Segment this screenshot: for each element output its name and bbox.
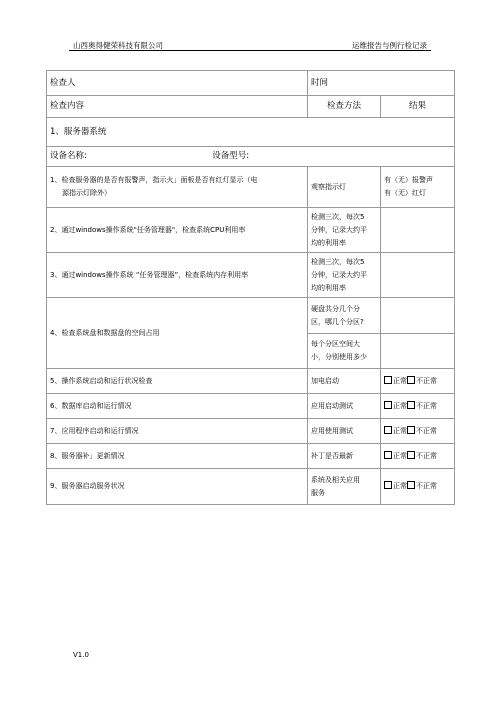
status-options	[381, 469, 455, 505]
normal-checkbox[interactable]	[384, 401, 392, 409]
row-content: 5、操作系统启动和运行状况检查	[47, 369, 308, 394]
device-model-label: 设备型号:	[212, 151, 250, 161]
result-part-partitions[interactable]	[381, 298, 454, 333]
device-row	[47, 147, 455, 167]
normal-label: 正常	[393, 482, 407, 490]
column-header-row	[47, 96, 455, 118]
row-content: 9、服务器启动服务状况	[47, 469, 308, 505]
company-name: 山西奥得健荣科技有限公司	[73, 41, 163, 50]
section-row	[47, 118, 455, 147]
inspector-row	[47, 71, 455, 96]
inspection-table	[46, 70, 455, 505]
table-row	[47, 419, 455, 444]
abnormal-label: 不正常	[416, 451, 437, 460]
row-method: 补丁是否最新	[308, 444, 381, 469]
abnormal-checkbox[interactable]	[407, 426, 415, 434]
row-method: 应用启动测试	[308, 394, 381, 419]
row-content: 7、应用程序启动和运行情况	[47, 419, 308, 444]
time-label: 时间	[308, 71, 381, 96]
normal-checkbox[interactable]	[384, 376, 392, 384]
row-method: 检测三次，每次5 分钟，记录大约平 均的利用率	[308, 208, 381, 253]
abnormal-label: 不正常	[416, 482, 437, 490]
normal-checkbox[interactable]	[384, 451, 392, 459]
device-name-label: 设备名称:	[50, 151, 87, 161]
row-method: 观察指示灯	[308, 167, 381, 208]
row-content: 4、检查系统盘和数据盘的空间占用	[47, 298, 308, 369]
row-result[interactable]	[381, 253, 455, 298]
method-header: 检查方法	[308, 96, 381, 118]
table-row	[47, 208, 455, 253]
inspector-label: 检查人	[47, 71, 308, 96]
row-content: 6、数据库启动和运行情况	[47, 394, 308, 419]
abnormal-checkbox[interactable]	[407, 451, 415, 459]
table-row	[47, 369, 455, 394]
status-options	[381, 444, 455, 469]
row-content: 3、通过windows操作系统 “任务管理器”，检查系统内存利用率	[47, 253, 308, 298]
abnormal-checkbox[interactable]	[407, 481, 415, 489]
result-part-sizes[interactable]	[381, 333, 454, 368]
status-options	[381, 369, 455, 394]
table-row	[47, 394, 455, 419]
device-cell	[47, 147, 455, 167]
abnormal-label: 不正常	[416, 426, 437, 435]
normal-label: 正常	[393, 401, 407, 410]
normal-label: 正常	[393, 376, 407, 385]
row-method: 加电启动	[308, 369, 381, 394]
normal-checkbox[interactable]	[384, 426, 392, 434]
document-title: 运维报告与例行检记录	[352, 41, 427, 50]
row-result: 有（无）报警声 有（无）红灯	[381, 167, 455, 208]
header-divider	[69, 50, 431, 51]
table-row	[47, 167, 455, 208]
row-content: 8、服务器补」更新情况	[47, 444, 308, 469]
section-title: 1、服务器系统	[47, 118, 455, 147]
row-method: 检测三次，每次5 分钟，记录大约平 均的利用率	[308, 253, 381, 298]
row-method: 应用使用测试	[308, 419, 381, 444]
abnormal-checkbox[interactable]	[407, 401, 415, 409]
row-content: 1、检查服务器的是否有报警声，指示火」面板是否有红灯显示（电 源指示灯除外）	[47, 167, 308, 208]
row-result	[381, 298, 455, 369]
method-part-sizes: 每个分区空间大 小，分别使用多少	[308, 333, 380, 368]
row-method: 系统及相关应用 服务	[308, 469, 381, 505]
table-row	[47, 469, 455, 505]
content-header: 检查内容	[47, 96, 308, 118]
status-options	[381, 394, 455, 419]
abnormal-label: 不正常	[416, 401, 437, 410]
normal-checkbox[interactable]	[384, 481, 392, 489]
normal-label: 正常	[393, 426, 407, 435]
row-content: 2、通过windows操作系统"任务管理器"，检查系统CPU利用率	[47, 208, 308, 253]
table-row	[47, 298, 455, 369]
time-value[interactable]	[381, 71, 455, 96]
version-label: V1.0	[73, 651, 89, 659]
method-part-partitions: 硬盘共分几个分 区，哪几个分区?	[311, 304, 364, 326]
abnormal-checkbox[interactable]	[407, 376, 415, 384]
result-header: 结果	[381, 96, 455, 118]
table-row	[47, 444, 455, 469]
row-result[interactable]	[381, 208, 455, 253]
abnormal-label: 不正常	[416, 376, 437, 385]
status-options	[381, 419, 455, 444]
row-method	[308, 298, 381, 369]
normal-label: 正常	[393, 451, 407, 460]
table-row	[47, 253, 455, 298]
